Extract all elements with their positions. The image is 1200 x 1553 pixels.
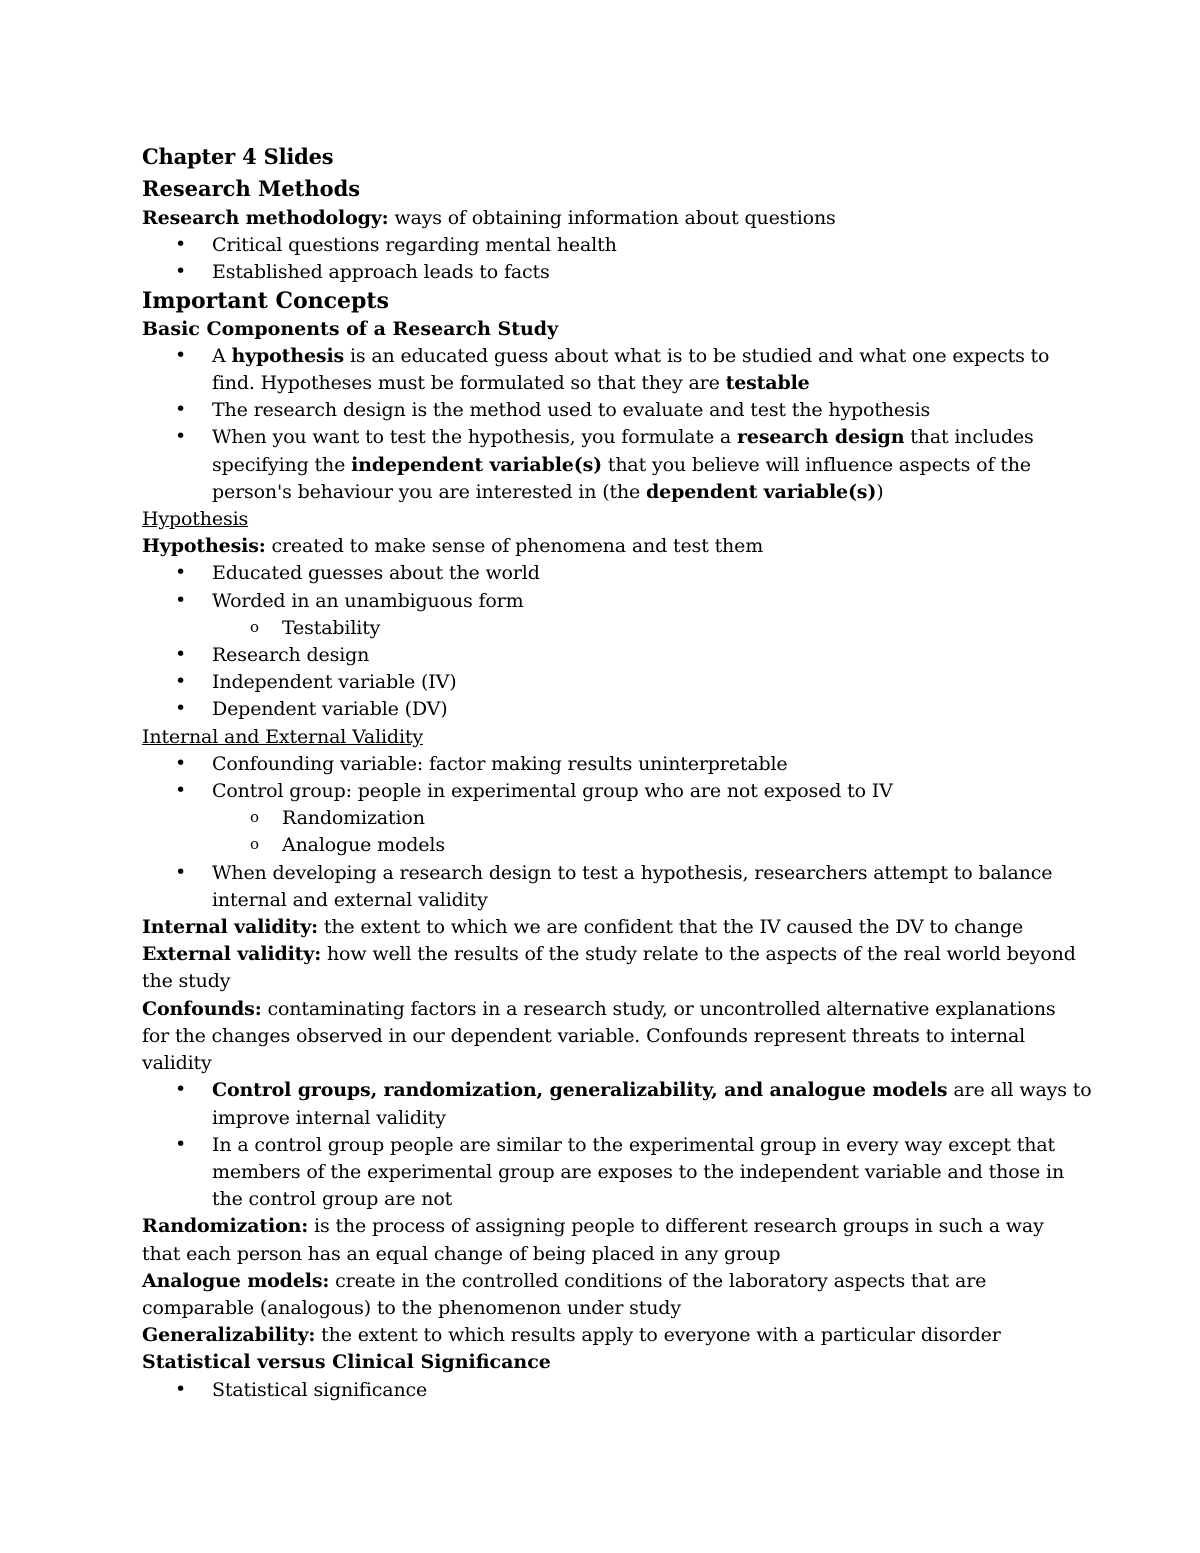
definition: the extent to which results apply to everyone with a particular disorder xyxy=(315,1324,1001,1347)
text: is an educated guess about what is to be studied and what one expects to xyxy=(344,344,1050,367)
heading-important-concepts: Important Concepts xyxy=(142,287,389,314)
sub-list-item: o Testability xyxy=(142,615,1077,642)
list-item-continuation xyxy=(142,479,1077,506)
list-item-continuation: the control group are not xyxy=(212,1188,453,1211)
heading-statistical-clinical: Statistical versus Clinical Significance xyxy=(142,1351,551,1374)
definition: created to make sense of phenomena and test them xyxy=(265,535,764,558)
definition-continuation: that each person has an equal change of being placed in any group xyxy=(142,1242,781,1265)
text: person's behaviour you are interested in (the xyxy=(212,480,647,503)
definition-internal-validity xyxy=(142,914,1077,941)
definition-continuation: for the changes observed in our dependent variable. Confounds represent threats to internal xyxy=(142,1024,1026,1047)
list-item-continuation: members of the experimental group are exposes to the independent variable and those in xyxy=(212,1160,1065,1183)
list-item: • Control group: people in experimental group who are not exposed to IV xyxy=(142,778,1077,805)
term: Randomization: xyxy=(142,1215,309,1238)
text: When you want to test the hypothesis, you formulate a xyxy=(212,426,738,449)
bold-text: independent variable(s) xyxy=(351,453,602,476)
definition: create in the controlled conditions of the laboratory aspects that are xyxy=(329,1269,987,1292)
list-item xyxy=(142,343,1077,370)
bold-text: Control groups, randomization, generalizability, and analogue models xyxy=(212,1079,948,1102)
bold-text: dependent variable(s) xyxy=(646,480,877,503)
list-item: • Statistical significance xyxy=(142,1377,1077,1404)
document-page xyxy=(142,141,1092,1404)
list-item: • Established approach leads to facts xyxy=(142,259,1077,286)
bold-text: hypothesis xyxy=(231,344,345,367)
list-item: • Worded in an unambiguous form xyxy=(142,588,1077,615)
sub-list-item: o Analogue models xyxy=(142,832,1077,859)
subheading-hypothesis: Hypothesis xyxy=(142,508,249,531)
definition: ways of obtaining information about questions xyxy=(388,207,836,229)
term: External validity: xyxy=(142,943,322,966)
list-item: • When developing a research design to test a hypothesis, researchers attempt to balance xyxy=(142,860,1077,887)
definition-analogue-models xyxy=(142,1268,1077,1295)
list-item xyxy=(142,1077,1092,1104)
text: that you believe will influence aspects of the xyxy=(601,453,1031,476)
list-item-continuation xyxy=(142,370,1077,397)
definition-research-methodology xyxy=(142,205,1077,232)
bold-text: testable xyxy=(725,372,810,395)
definition-continuation: the study xyxy=(142,970,231,993)
text: find. Hypotheses must be formulated so that they are xyxy=(212,372,726,395)
term: Generalizability: xyxy=(142,1324,316,1347)
definition-continuation: comparable (analogous) to the phenomenon under study xyxy=(142,1296,681,1319)
heading-basic-components: Basic Components of a Research Study xyxy=(142,317,559,340)
term: Hypothesis: xyxy=(142,535,266,558)
list-item: • Confounding variable: factor making results uninterpretable xyxy=(142,751,1077,778)
text: ) xyxy=(876,480,884,503)
list-item: • Educated guesses about the world xyxy=(142,560,1077,587)
list-item: • Critical questions regarding mental health xyxy=(142,232,1077,259)
list-item: • Dependent variable (DV) xyxy=(142,696,1077,723)
text: that includes xyxy=(904,426,1034,449)
subheading-validity: Internal and External Validity xyxy=(142,725,423,748)
definition-external-validity xyxy=(142,941,1077,968)
term: Confounds: xyxy=(142,997,262,1020)
definition-confounds xyxy=(142,996,1077,1023)
bold-text: research design xyxy=(737,426,905,449)
definition-generalizability xyxy=(142,1322,1077,1349)
list-item-continuation: improve internal validity xyxy=(212,1106,446,1129)
list-item: • Independent variable (IV) xyxy=(142,669,1077,696)
definition-hypothesis xyxy=(142,533,1077,560)
document-title: Chapter 4 Slides xyxy=(142,144,334,169)
term: Research methodology: xyxy=(142,207,389,229)
text: specifying the xyxy=(212,453,352,476)
term: Analogue models: xyxy=(142,1269,330,1292)
list-item xyxy=(142,424,1077,451)
term: Internal validity: xyxy=(142,916,318,939)
text: A xyxy=(212,344,232,367)
text: are all ways to xyxy=(947,1079,1092,1102)
definition-continuation: validity xyxy=(142,1052,212,1075)
definition-randomization xyxy=(142,1213,1077,1240)
heading-research-methods: Research Methods xyxy=(142,176,361,201)
list-item-continuation xyxy=(142,452,1077,479)
list-item: • In a control group people are similar to the experimental group in every way except that xyxy=(142,1132,1077,1159)
list-item: • The research design is the method used to evaluate and test the hypothesis xyxy=(142,397,1077,424)
definition: the extent to which we are confident that the IV caused the DV to change xyxy=(317,916,1024,939)
definition: is the process of assigning people to different research groups in such a way xyxy=(308,1215,1044,1238)
sub-list-item: o Randomization xyxy=(142,805,1077,832)
definition: how well the results of the study relate to the aspects of the real world beyond xyxy=(321,943,1076,966)
list-item: • Research design xyxy=(142,642,1077,669)
definition: contaminating factors in a research study, or uncontrolled alternative explanations xyxy=(261,997,1056,1020)
list-item-continuation: internal and external validity xyxy=(212,888,488,911)
